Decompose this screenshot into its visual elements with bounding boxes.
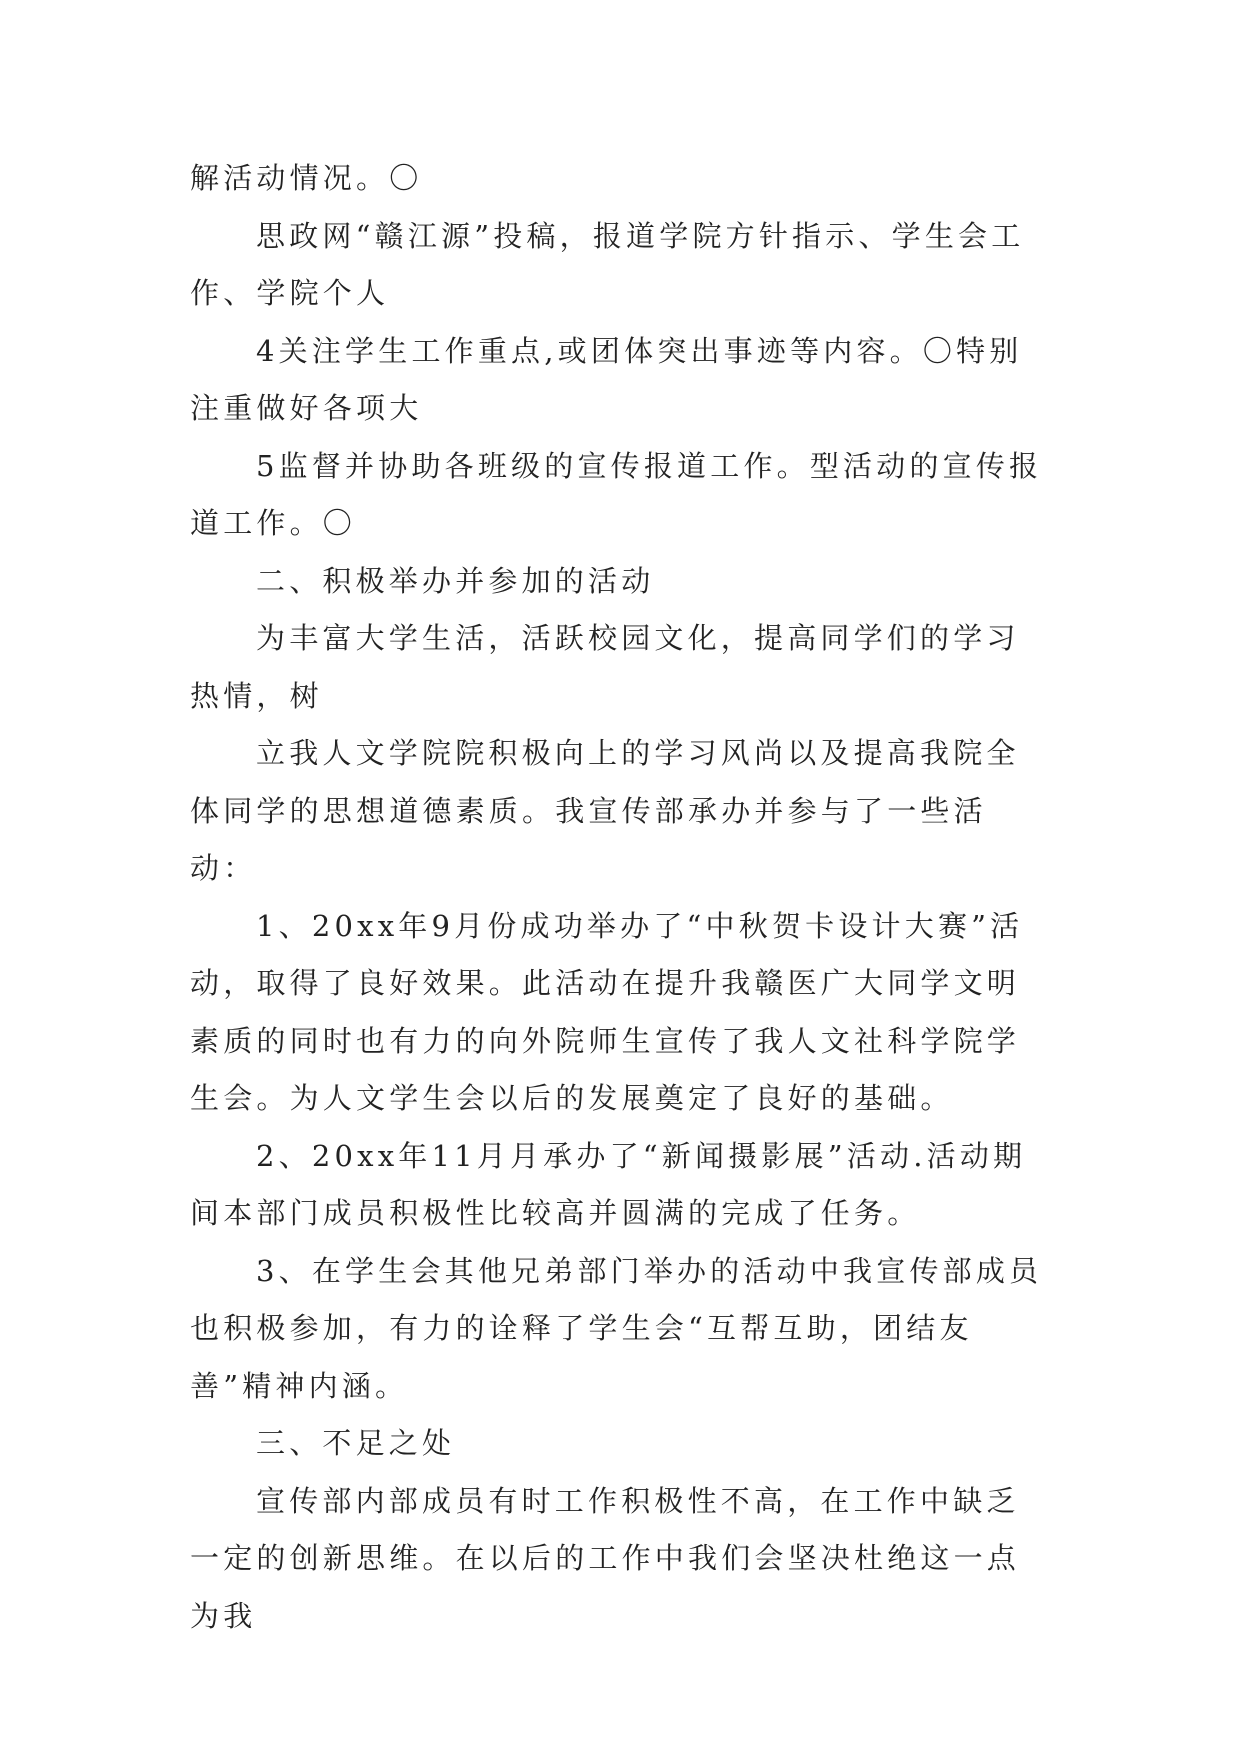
- list-item-2: 2、20xx年11月月承办了“新闻摄影展”活动.活动期间本部门成员积极性比较高并圆满的完成了任务。: [190, 1138, 1027, 1230]
- paragraph-12: 宣传部内部成员有时工作积极性不高，在工作中缺乏一定的创新思维。在以后的工作中我们会坚决杜绝这一点为我: [190, 1483, 1021, 1633]
- document-body: [190, 150, 1052, 1645]
- paragraph-4: 5监督并协助各班级的宣传报道工作。型活动的宣传报道工作。〇: [190, 448, 1043, 540]
- paragraph-6: 为丰富大学生活，活跃校园文化，提高同学们的学习热情，树: [190, 621, 1020, 713]
- paragraph-7: 立我人文学院院积极向上的学习风尚以及提高我院全体同学的思想道德素质。我宣传部承办并参与了一些活动：: [190, 736, 1020, 885]
- list-item-1: 1、20xx年9月份成功举办了“中秋贺卡设计大赛”活动，取得了良好效果。此活动在提升我赣医广大同学文明素质的同时也有力的向外院师生宣传了我人文社科学院学生会。为人文学生会以后的发展奠定了良好的基础。: [190, 908, 1024, 1115]
- paragraph-1: 解活动情况。〇: [190, 161, 423, 195]
- section-heading-shortcomings: 三、不足之处: [256, 1426, 456, 1460]
- section-heading-activities: 二、积极举办并参加的活动: [256, 563, 655, 598]
- list-item-3: 3、在学生会其他兄弟部门举办的活动中我宣传部成员也积极参加，有力的诠释了学生会“互帮互助，团结友善”精神内涵。: [190, 1253, 1043, 1403]
- paragraph-3: 4关注学生工作重点,或团体突出事迹等内容。〇特别注重做好各项大: [190, 333, 1023, 425]
- paragraph-2: 思政网“赣江源”投稿，报道学院方针指示、学生会工作、学院个人: [190, 218, 1025, 310]
